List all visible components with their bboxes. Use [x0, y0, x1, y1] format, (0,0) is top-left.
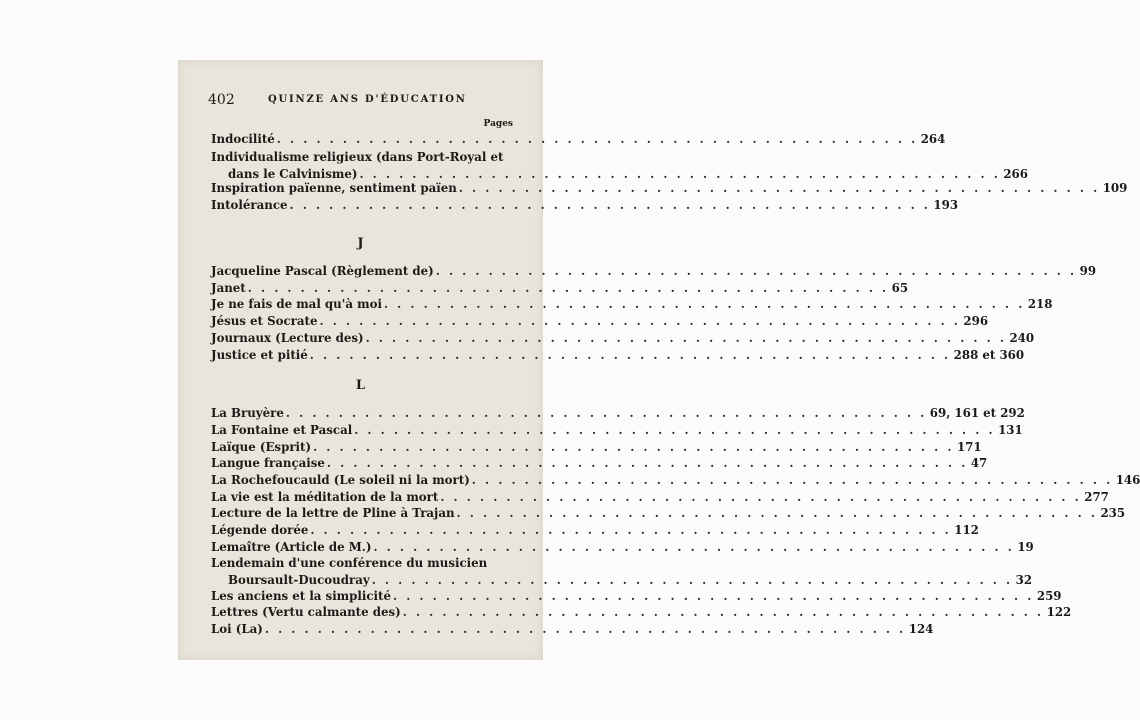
entry-text: Lendemain d'une conférence du musicien [211, 556, 488, 570]
dot-leader: . . . . . . . . . . . . . . . . . . . . . . . . . . . . . . . . . . . . . . . . . . . . . . . . . [393, 589, 1034, 603]
dot-leader: . . . . . . . . . . . . . . . . . . . . . . . . . . . . . . . . . . . . . . . . . . . . . . . . . [440, 490, 1082, 504]
dot-leader: . . . . . . . . . . . . . . . . . . . . . . . . . . . . . . . . . . . . . . . . . . . . . . . . . [402, 605, 1044, 619]
index-entry [211, 280, 909, 297]
index-entry [211, 422, 1023, 439]
dot-leader: . . . . . . . . . . . . . . . . . . . . . . . . . . . . . . . . . . . . . . . . . . . . . . . . . [456, 506, 1098, 520]
dot-leader: . . . . . . . . . . . . . . . . . . . . . . . . . . . . . . . . . . . . . . . . . . . . . . . . . [310, 523, 952, 537]
page-reference: 259 [1036, 589, 1062, 603]
entry-text: Journaux (Lecture des) [211, 331, 364, 345]
index-entry [211, 197, 959, 214]
entry-text: La Fontaine et Pascal [211, 423, 353, 437]
entry-text: Les anciens et la simplicité [211, 589, 391, 603]
index-entry [211, 347, 1025, 364]
page-reference: 131 [998, 423, 1023, 437]
entry-text: Jésus et Socrate [211, 314, 318, 328]
entry-text: Loi (La) [211, 622, 263, 636]
index-entry [211, 604, 1072, 621]
book-page [178, 60, 1140, 660]
page-reference: 47 [970, 456, 988, 470]
entry-text-continuation: dans le Calvinisme) [228, 166, 358, 181]
dot-leader: . . . . . . . . . . . . . . . . . . . . . . . . . . . . . . . . . . . . . . . . . . . . . . . . . [289, 198, 931, 212]
index-entry [211, 472, 1140, 489]
index-entry [211, 149, 1028, 183]
index-entry [211, 522, 979, 539]
page-reference: 277 [1084, 490, 1109, 504]
running-title: QUINZE ANS D'ÉDUCATION [268, 94, 467, 105]
page-reference: 19 [1017, 540, 1034, 554]
page-reference: 235 [1100, 506, 1126, 520]
entry-text: Je ne fais de mal qu'à moi [211, 297, 382, 311]
dot-leader: . . . . . . . . . . . . . . . . . . . . . . . . . . . . . . . . . . . . . . . . . . . . . . . . . [354, 423, 996, 437]
entry-text: Laïque (Esprit) [211, 440, 312, 454]
page-reference: 288 et 360 [953, 348, 1025, 362]
dot-leader: . . . . . . . . . . . . . . . . . . . . . . . . . . . . . . . . . . . . . . . . . . . . . . . . . [313, 440, 954, 454]
index-entry [211, 330, 1035, 347]
page-number: 402 [208, 92, 235, 108]
page-reference: 264 [920, 132, 946, 146]
entry-text: Légende dorée [211, 523, 309, 537]
dot-leader: . . . . . . . . . . . . . . . . . . . . . . . . . . . . . . . . . . . . . . . . . . . . . . . . . [309, 348, 951, 362]
dot-leader: . . . . . . . . . . . . . . . . . . . . . . . . . . . . . . . . . . . . . . . . . . . . . . . . . [359, 166, 1001, 181]
index-entry [211, 131, 946, 148]
entry-text: Lemaître (Article de M.) [211, 540, 372, 554]
dot-leader: . . . . . . . . . . . . . . . . . . . . . . . . . . . . . . . . . . . . . . . . . . . . . . . . . [264, 622, 906, 636]
page-reference: 296 [963, 314, 989, 328]
index-entry [211, 263, 1097, 280]
page-reference: 112 [954, 523, 979, 537]
index-entry [211, 439, 982, 456]
index-entry [211, 505, 1126, 522]
entry-text: Inspiration païenne, sentiment païen [211, 181, 457, 195]
index-entry [211, 180, 1128, 197]
dot-leader: . . . . . . . . . . . . . . . . . . . . . . . . . . . . . . . . . . . . . . . . . . . . . . . . . [247, 281, 889, 295]
pages-column-label: Pages [483, 119, 513, 129]
page-reference: 65 [891, 281, 909, 295]
entry-text: Individualisme religieux (dans Port-Royal et [211, 150, 504, 164]
index-entry [211, 296, 1053, 313]
dot-leader: . . . . . . . . . . . . . . . . . . . . . . . . . . . . . . . . . . . . . . . . . . . . . . . . . [319, 314, 961, 328]
page-reference: 266 [1003, 166, 1028, 181]
dot-leader: . . . . . . . . . . . . . . . . . . . . . . . . . . . . . . . . . . . . . . . . . . . . . . . . . [383, 297, 1025, 311]
page-reference: 240 [1009, 331, 1035, 345]
entry-text: Lettres (Vertu calmante des) [211, 605, 401, 619]
page-reference: 32 [1015, 572, 1033, 587]
dot-leader: . . . . . . . . . . . . . . . . . . . . . . . . . . . . . . . . . . . . . . . . . . . . . . . . . [365, 331, 1007, 345]
entry-text: La Rochefoucauld (Le soleil ni la mort) [211, 473, 470, 487]
index-entry [211, 588, 1062, 605]
page-reference: 69, 161 et 292 [929, 406, 1025, 420]
dot-leader: . . . . . . . . . . . . . . . . . . . . . . . . . . . . . . . . . . . . . . . . . . . . . . . . . [276, 132, 918, 146]
index-entry [211, 455, 988, 472]
entry-text: La Bruyère [211, 406, 284, 420]
dot-leader: . . . . . . . . . . . . . . . . . . . . . . . . . . . . . . . . . . . . . . . . . . . . . . . . . [285, 406, 927, 420]
entry-text: Lecture de la lettre de Pline à Trajan [211, 506, 455, 520]
dot-leader: . . . . . . . . . . . . . . . . . . . . . . . . . . . . . . . . . . . . . . . . . . . . . . . . . [371, 572, 1013, 587]
page-reference: 171 [956, 440, 982, 454]
dot-leader: . . . . . . . . . . . . . . . . . . . . . . . . . . . . . . . . . . . . . . . . . . . . . . . . . [435, 264, 1077, 278]
page-reference: 109 [1102, 181, 1128, 195]
dot-leader: . . . . . . . . . . . . . . . . . . . . . . . . . . . . . . . . . . . . . . . . . . . . . . . . . [326, 456, 968, 470]
entry-text: Intolérance [211, 198, 288, 212]
page-reference: 218 [1027, 297, 1053, 311]
page-reference: 193 [933, 198, 959, 212]
index-entry [211, 489, 1109, 506]
dot-leader: . . . . . . . . . . . . . . . . . . . . . . . . . . . . . . . . . . . . . . . . . . . . . . . . . [373, 540, 1015, 554]
page-reference: 146 [1115, 473, 1140, 487]
section-heading-j: J [357, 236, 364, 251]
running-header [208, 92, 515, 108]
entry-text: Jacqueline Pascal (Règlement de) [211, 264, 434, 278]
page-reference: 99 [1079, 264, 1097, 278]
index-entry [211, 313, 989, 330]
entry-text: Langue française [211, 456, 325, 470]
index-entry [211, 405, 1025, 422]
dot-leader: . . . . . . . . . . . . . . . . . . . . . . . . . . . . . . . . . . . . . . . . . . . . . . . . . [471, 473, 1113, 487]
dot-leader: . . . . . . . . . . . . . . . . . . . . . . . . . . . . . . . . . . . . . . . . . . . . . . . . . [458, 181, 1100, 195]
entry-text: Indocilité [211, 132, 275, 146]
page-reference: 124 [908, 622, 934, 636]
index-entry [211, 539, 1034, 556]
entry-text-continuation: Boursault-Ducoudray [228, 572, 370, 587]
index-entry [211, 621, 934, 638]
index-entry [211, 555, 1033, 589]
entry-text: La vie est la méditation de la mort [211, 490, 439, 504]
page-reference: 122 [1046, 605, 1072, 619]
entry-text: Janet [211, 281, 246, 295]
section-heading-l: L [355, 378, 366, 393]
entry-text: Justice et pitié [211, 348, 308, 362]
